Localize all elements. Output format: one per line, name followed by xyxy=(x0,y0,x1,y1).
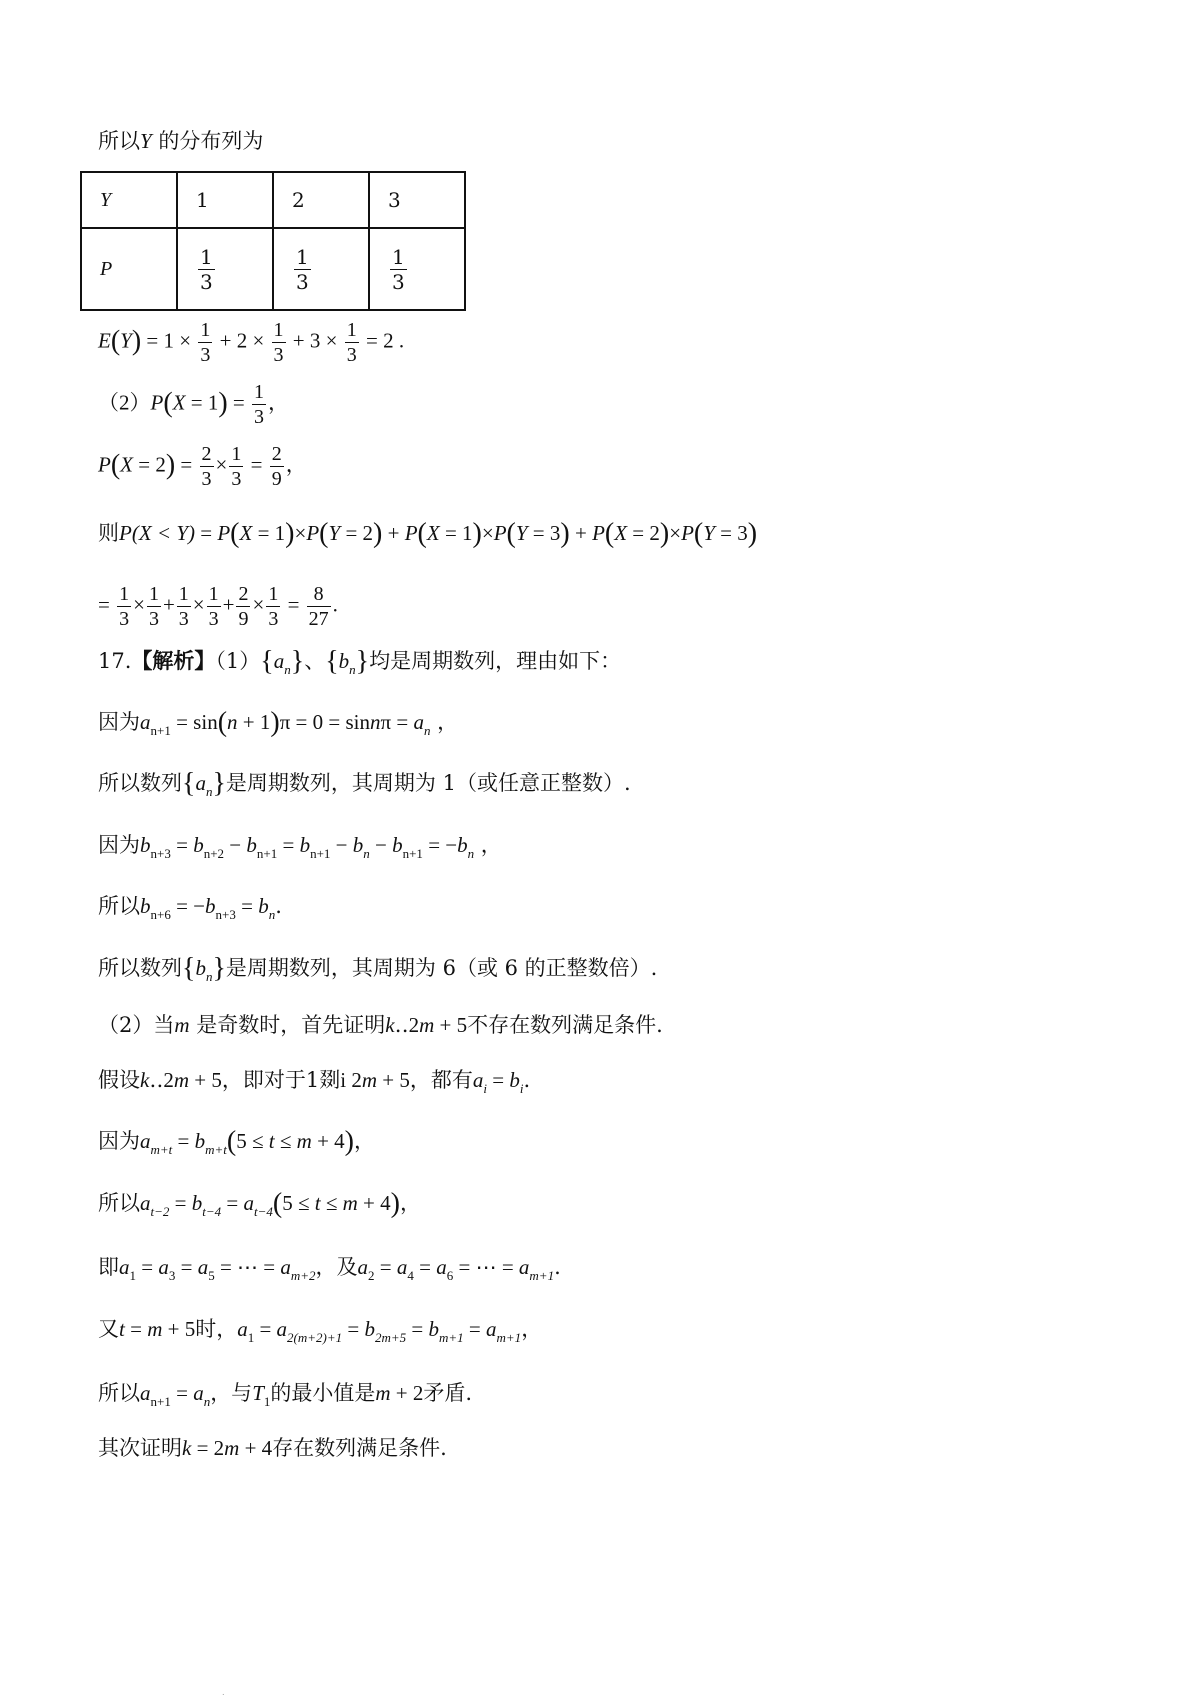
intro-prefix: 所以 xyxy=(98,129,140,153)
table-prob-row xyxy=(81,228,465,310)
distribution-table xyxy=(80,171,466,311)
bn-recurrence-line: 因为$b_{n+3} = b_{n+2} - b_{n+1} = b_{n+1} - b_n - b_{n+1} = -b_n$ ， xyxy=(98,833,502,861)
at2-line: 所以$a_{t-2} = b_{t-4} = a_{t-4}(5 \le t \le m + 4)$， xyxy=(98,1188,421,1219)
bn-period-line: 所以$b_{n+6} = -b_{n+3} = b_n$. xyxy=(98,894,282,922)
table-cell: $\frac{1}{3}$ xyxy=(177,228,273,310)
footer-mark: . xyxy=(222,1688,225,1697)
table-cell: 1 xyxy=(177,172,273,228)
intro-line xyxy=(98,128,263,154)
table-cell: Y xyxy=(81,172,177,228)
intro-suffix: 的分布列为 xyxy=(151,129,264,153)
pxy-result-line: = $\frac{1}{3}$ × $\frac{1}{3}$ + $\frac{1}{3}$ × $\frac{1}{3}$ + $\frac{2}{9}$ × $\frac{1}{3}$ = $\frac{8}{27}$ . xyxy=(98,583,338,630)
part2-line: （2）当m 是奇数时，首先证明k‥2m + 5不存在数列满足条件. xyxy=(98,1013,663,1037)
table-header-row xyxy=(81,172,465,228)
an-period-line: 因为$a_{n+1} = \sin(n + 1)\pi = 0 = \sin n\pi = a_n$ ， xyxy=(98,707,459,738)
pxy-line: 则P(X < Y) = P(X = 1)×P(Y = 2) + P(X = 1)×P(Y = 3) + P(X = 2)×P(Y = 3) xyxy=(98,518,758,549)
bn-conclusion-line: 所以数列$\{b_n\}$是周期数列，其周期为 6（或 6 的正整数倍）. xyxy=(98,953,658,984)
table-cell: P xyxy=(81,228,177,310)
equal-terms-line: 即$a_1 = a_3 = a_5$ = ⋯ = $a_{m+2}$，及$a_2 = a_4 = a_6$ = ⋯ = $a_{m+1}$. xyxy=(98,1255,561,1283)
q17-line: 17.【解析】$(1)\{a_n\}$、$\{b_n\}$均是周期数列，理由如下： xyxy=(98,646,622,677)
contradiction-line: 所以$a_{n+1} = a_n$，与$T_1$的最小值是m + 2矛盾. xyxy=(98,1381,473,1409)
table-cell: 2 xyxy=(273,172,369,228)
assume-line: 假设k‥2m + 5，即对于1剟i 2m + 5，都有$a_i = b_i$. xyxy=(98,1068,531,1096)
t-m5-line: 又t = m + 5时，$a_1 = a_{2(m+2)+1} = b_{2m+5} = b_{m+1} = a_{m+1}$， xyxy=(98,1317,543,1345)
px1-line: （2）P(X = 1) = $\frac{1}{3}$ ， xyxy=(98,381,289,428)
amt-line: 因为$a_{m+t} = b_{m+t}(5 \le t \le m + 4)$， xyxy=(98,1126,375,1157)
intro-var: Y xyxy=(140,129,152,153)
px2-line: P(X = 2) = $\frac{2}{3}$ × $\frac{1}{3}$ = $\frac{2}{9}$ ， xyxy=(98,443,307,490)
expectation-line: E(Y) = 1 × $\frac{1}{3}$ + 2 × $\frac{1}{3}$ + 3 × $\frac{1}{3}$ = 2 . xyxy=(98,319,405,366)
second-proof-line: 其次证明k = 2m + 4存在数列满足条件. xyxy=(98,1436,447,1460)
table-cell: $\frac{1}{3}$ xyxy=(273,228,369,310)
table-cell: $\frac{1}{3}$ xyxy=(369,228,465,310)
table-cell: 3 xyxy=(369,172,465,228)
an-conclusion-line: 所以数列$\{a_n\}$是周期数列，其周期为 1（或任意正整数）. xyxy=(98,768,631,799)
